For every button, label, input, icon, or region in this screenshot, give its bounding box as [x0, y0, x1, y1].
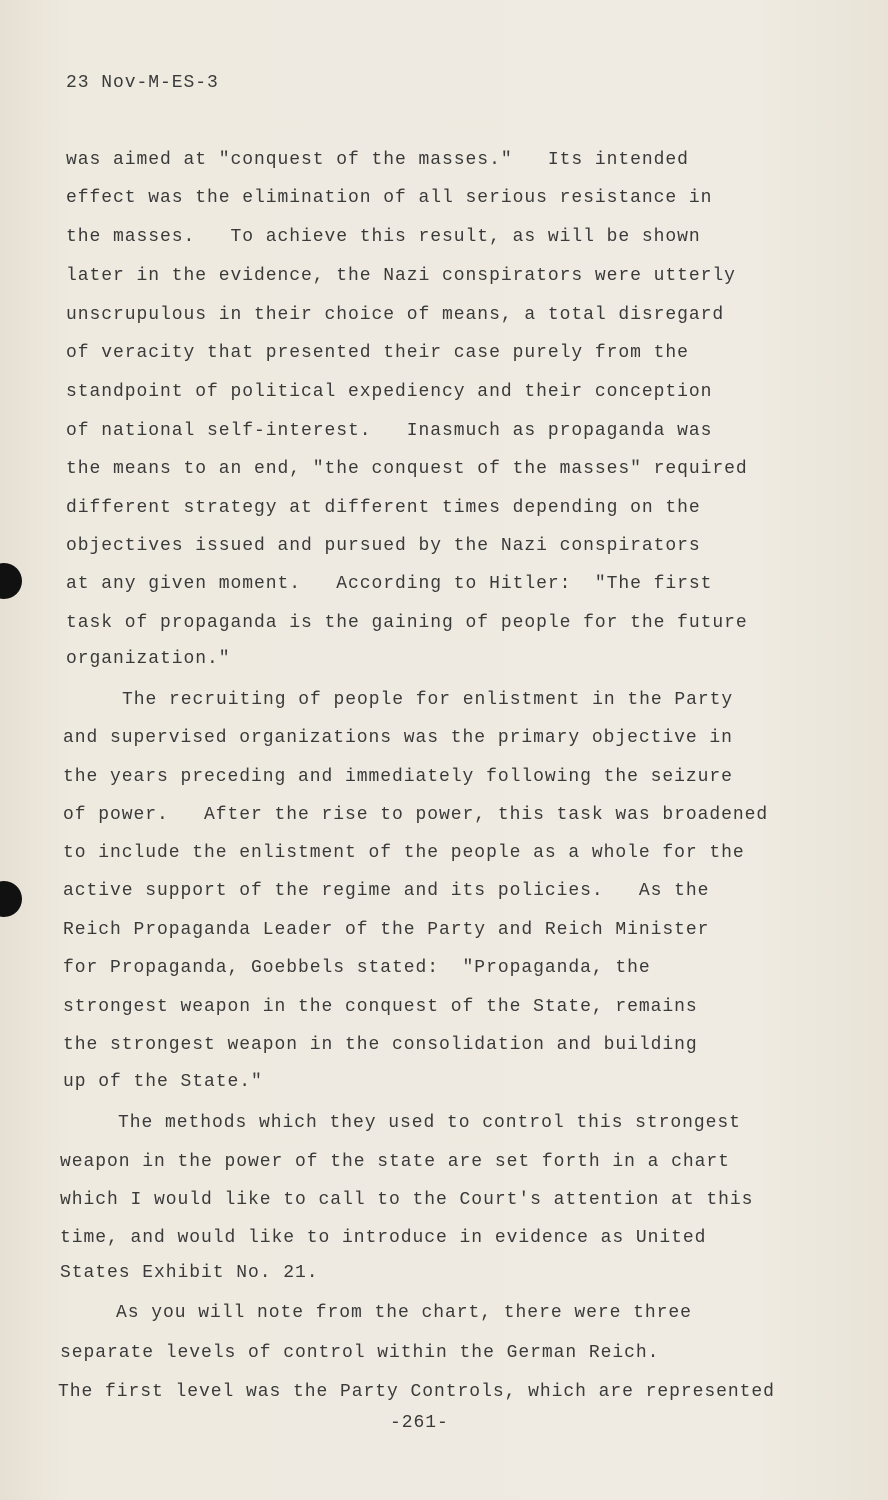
- text-line: was aimed at "conquest of the masses." Its intended: [66, 150, 689, 170]
- page-number: -261-: [390, 1413, 449, 1433]
- text-line: the means to an end, "the conquest of the masses" required: [66, 459, 748, 479]
- text-line: The methods which they used to control this strongest: [118, 1113, 741, 1133]
- text-line: the years preceding and immediately following the seizure: [63, 767, 733, 787]
- punch-hole: [0, 563, 22, 599]
- text-line: As you will note from the chart, there were three: [116, 1303, 692, 1323]
- text-line: weapon in the power of the state are set forth in a chart: [60, 1152, 730, 1172]
- text-line: Reich Propaganda Leader of the Party and Reich Minister: [63, 920, 710, 940]
- punch-hole: [0, 881, 22, 917]
- text-line: the strongest weapon in the consolidation and building: [63, 1035, 698, 1055]
- text-line: The recruiting of people for enlistment in the Party: [122, 690, 734, 710]
- document-code: 23 Nov-M-ES-3: [66, 73, 219, 93]
- text-line: and supervised organizations was the primary objective in: [63, 728, 733, 748]
- text-line: to include the enlistment of the people as a whole for the: [63, 843, 745, 863]
- text-line: of veracity that presented their case purely from the: [66, 343, 689, 363]
- text-line: organization.": [66, 649, 231, 669]
- text-line: strongest weapon in the conquest of the State, remains: [63, 997, 698, 1017]
- text-line: the masses. To achieve this result, as will be shown: [66, 227, 701, 247]
- text-line: of power. After the rise to power, this task was broadened: [63, 805, 769, 825]
- text-line: up of the State.": [63, 1072, 263, 1092]
- text-line: objectives issued and pursued by the Nazi conspirators: [66, 536, 701, 556]
- text-line: different strategy at different times depending on the: [66, 498, 701, 518]
- text-line: separate levels of control within the German Reich.: [60, 1343, 660, 1363]
- text-line: States Exhibit No. 21.: [60, 1263, 319, 1283]
- text-line: The first level was the Party Controls, which are represented: [58, 1382, 775, 1402]
- text-line: standpoint of political expediency and their conception: [66, 382, 713, 402]
- text-line: at any given moment. According to Hitler: "The first: [66, 574, 713, 594]
- text-line: of national self-interest. Inasmuch as propaganda was: [66, 421, 713, 441]
- text-line: unscrupulous in their choice of means, a total disregard: [66, 305, 725, 325]
- text-line: active support of the regime and its policies. As the: [63, 881, 710, 901]
- text-line: later in the evidence, the Nazi conspirators were utterly: [66, 266, 736, 286]
- text-line: for Propaganda, Goebbels stated: "Propaganda, the: [63, 958, 651, 978]
- text-line: effect was the elimination of all serious resistance in: [66, 188, 713, 208]
- text-line: task of propaganda is the gaining of people for the future: [66, 613, 748, 633]
- text-line: time, and would like to introduce in evidence as United: [60, 1228, 707, 1248]
- text-line: which I would like to call to the Court's attention at this: [60, 1190, 754, 1210]
